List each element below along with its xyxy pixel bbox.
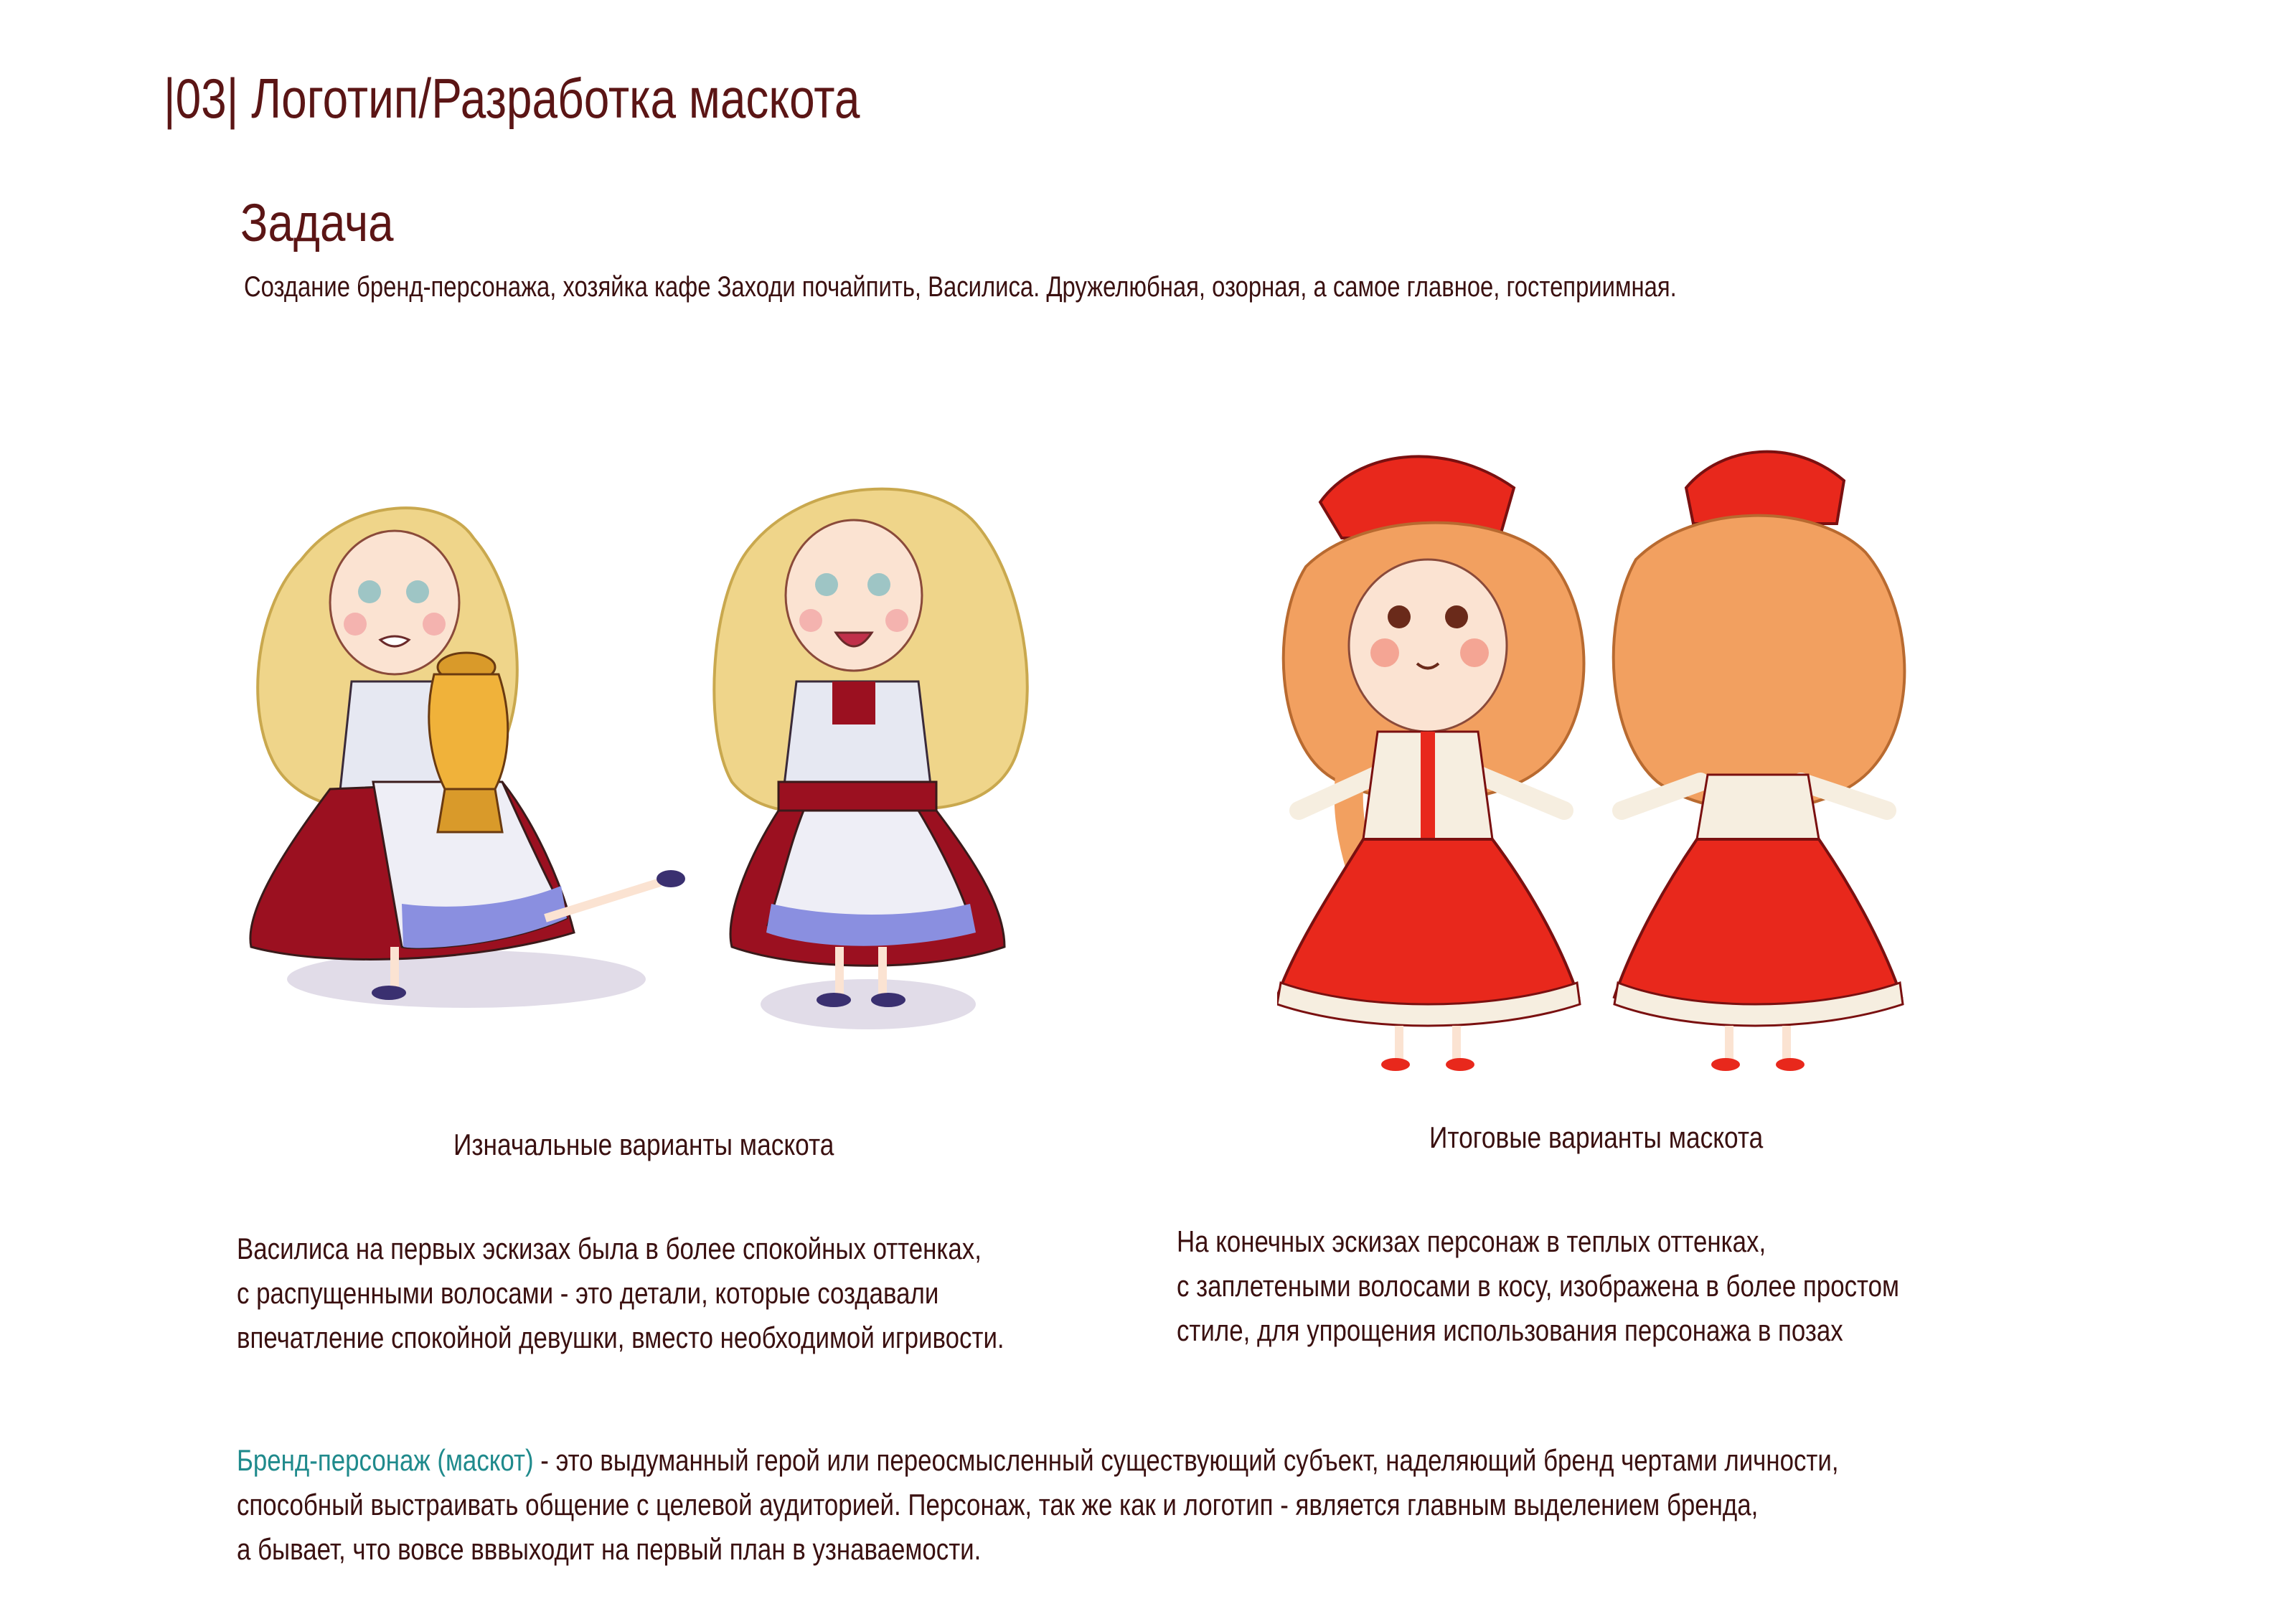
task-description: [244, 271, 1991, 303]
initial-variants-caption-text: Изначальные варианты маскота: [453, 1128, 834, 1161]
final-mascot-front-illustration: [1277, 438, 1607, 1076]
initial-mascot-pose-illustration: [703, 445, 1048, 1040]
initial-description-line: с распущенными волосами - это детали, которые создавали: [237, 1276, 939, 1310]
definition-line-1-rest: - это выдуманный герой или переосмысленный существующий субъект, наделяющий бренд чертами личности,: [533, 1443, 1839, 1477]
task-heading: [240, 192, 418, 253]
page-title: [164, 66, 1012, 131]
final-variants-caption: [1429, 1120, 1827, 1155]
final-mascot-back-illustration: [1600, 438, 1930, 1076]
final-description-line: стиле, для упрощения использования персонажа в позах: [1177, 1313, 1843, 1347]
initial-mascot-samovar-illustration: [230, 445, 703, 1019]
final-variants-caption-text: Итоговые варианты маскота: [1429, 1120, 1764, 1154]
initial-description-line: впечатление спокойной девушки, вместо необходимой игривости.: [237, 1321, 1004, 1354]
task-description-text: Создание бренд-персонажа, хозяйка кафе Заходи почайпить, Василиса. Дружелюбная, озорная, а самое главное, гостеприимная.: [244, 271, 1677, 303]
definition-term: Бренд-персонаж (маскот): [237, 1443, 534, 1477]
definition-line-3: а бывает, что вовсе вввыходит на первый план в узнаваемости.: [237, 1532, 982, 1566]
initial-variants-description: [237, 1227, 1162, 1360]
final-variants-description: [1177, 1219, 2047, 1353]
definition-line-1: [237, 1438, 1839, 1483]
initial-variants-caption: [453, 1128, 906, 1162]
initial-description-line: Василиса на первых эскизах была в более спокойных оттенках,: [237, 1232, 982, 1265]
task-heading-text: Задача: [240, 193, 394, 252]
definition-line-2: способный выстраивать общение с целевой аудиторией. Персонаж, так же как и логотип - является главным выделением бренда,: [237, 1488, 1759, 1521]
final-description-line: с заплетеными волосами в косу, изображена в более простом: [1177, 1269, 1899, 1303]
mascot-definition: [237, 1438, 2167, 1572]
page-title-text: |03| Логотип/Разработка маскота: [164, 67, 860, 130]
final-description-line: На конечных эскизах персонаж в теплых оттенках,: [1177, 1224, 1766, 1258]
